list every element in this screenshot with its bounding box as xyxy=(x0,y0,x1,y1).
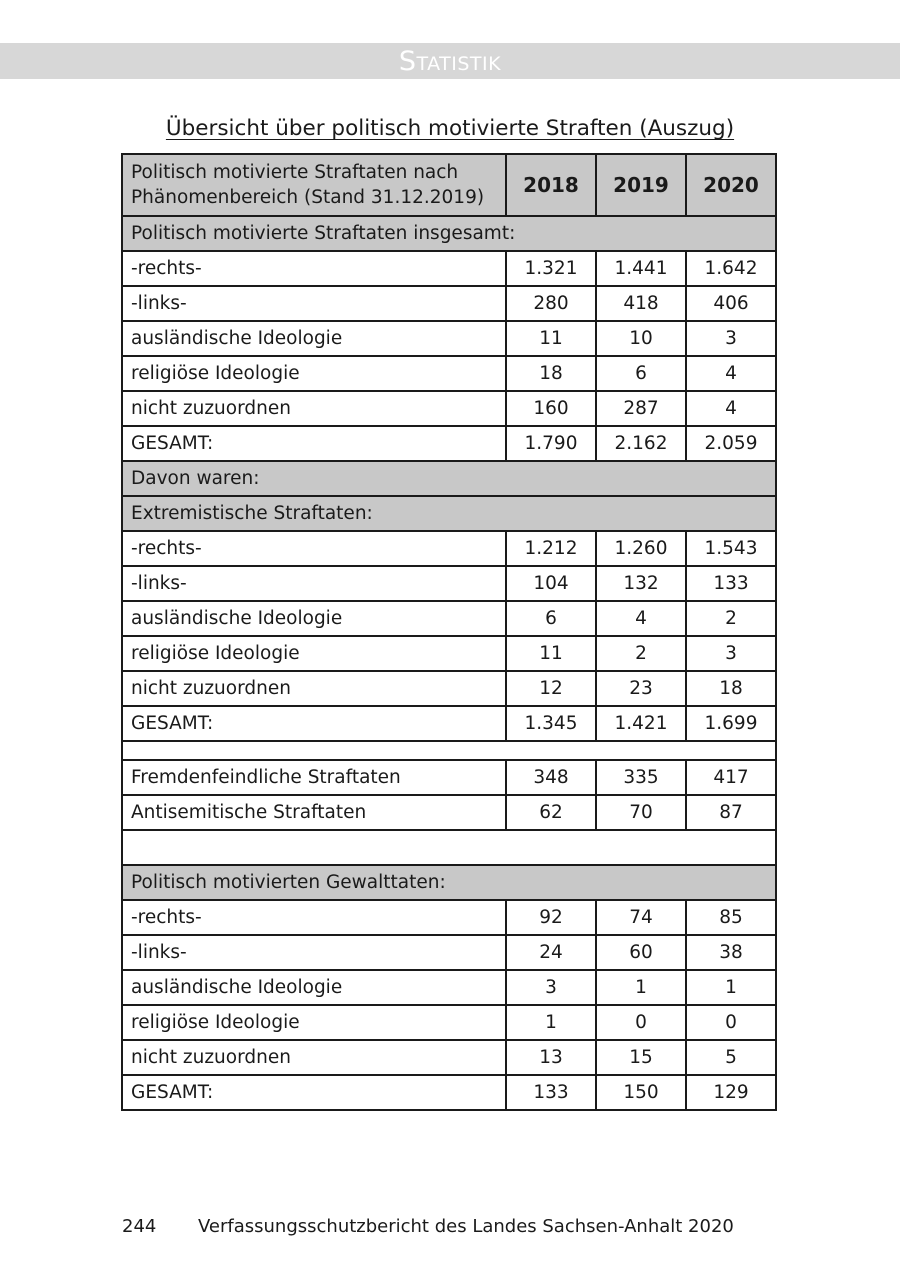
cell-value: 2 xyxy=(686,601,776,636)
page-footer xyxy=(122,1216,734,1237)
cell-value: 287 xyxy=(596,391,686,426)
cell-value: 24 xyxy=(506,935,596,970)
table-row-total xyxy=(122,706,776,741)
table-row xyxy=(122,566,776,601)
cell-value: 417 xyxy=(686,760,776,795)
section-title: Politisch motivierte Straftaten insgesamt: xyxy=(122,216,776,251)
cell-value: 3 xyxy=(686,321,776,356)
spacer-cell xyxy=(122,741,776,760)
section-title: Davon waren: xyxy=(122,461,776,496)
spacer-row xyxy=(122,830,776,865)
row-label: -rechts- xyxy=(122,900,506,935)
cell-value: 6 xyxy=(596,356,686,391)
cell-value: 3 xyxy=(686,636,776,671)
row-label: ausländische Ideologie xyxy=(122,601,506,636)
cell-value: 18 xyxy=(506,356,596,391)
cell-value: 1.642 xyxy=(686,251,776,286)
table-row xyxy=(122,795,776,830)
row-label: -links- xyxy=(122,566,506,601)
corner-label: Politisch motivierte Straftaten nach Phänomenbereich (Stand 31.12.2019) xyxy=(122,154,506,216)
row-label: -rechts- xyxy=(122,531,506,566)
cell-value: 11 xyxy=(506,636,596,671)
table-row xyxy=(122,251,776,286)
cell-value: 406 xyxy=(686,286,776,321)
cell-value: 1.543 xyxy=(686,531,776,566)
table-row xyxy=(122,1040,776,1075)
cell-value: 1.321 xyxy=(506,251,596,286)
cell-value: 418 xyxy=(596,286,686,321)
table-title: Übersicht über politisch motivierte Straften (Auszug) xyxy=(165,116,735,141)
table-row xyxy=(122,636,776,671)
year-header: 2019 xyxy=(596,154,686,216)
cell-value: 2 xyxy=(596,636,686,671)
table-row xyxy=(122,531,776,566)
row-label: nicht zuzuordnen xyxy=(122,671,506,706)
row-label: religiöse Ideologie xyxy=(122,356,506,391)
table-row xyxy=(122,760,776,795)
row-label: -links- xyxy=(122,935,506,970)
cell-value: 1.790 xyxy=(506,426,596,461)
cell-value: 85 xyxy=(686,900,776,935)
cell-value: 1.345 xyxy=(506,706,596,741)
page-number: 244 xyxy=(122,1216,157,1237)
cell-value: 1.441 xyxy=(596,251,686,286)
cell-value: 2.162 xyxy=(596,426,686,461)
cell-value: 132 xyxy=(596,566,686,601)
table-row xyxy=(122,671,776,706)
cell-value: 5 xyxy=(686,1040,776,1075)
cell-value: 335 xyxy=(596,760,686,795)
cell-value: 62 xyxy=(506,795,596,830)
cell-value: 0 xyxy=(596,1005,686,1040)
cell-value: 4 xyxy=(686,356,776,391)
publication-title: Verfassungsschutzbericht des Landes Sachsen-Anhalt 2020 xyxy=(198,1216,734,1237)
cell-value: 74 xyxy=(596,900,686,935)
table-row xyxy=(122,286,776,321)
cell-value: 150 xyxy=(596,1075,686,1110)
row-label: GESAMT: xyxy=(122,1075,506,1110)
cell-value: 4 xyxy=(596,601,686,636)
cell-value: 18 xyxy=(686,671,776,706)
section-header-bar xyxy=(0,43,900,79)
section-header-row xyxy=(122,865,776,900)
row-label: religiöse Ideologie xyxy=(122,1005,506,1040)
cell-value: 3 xyxy=(506,970,596,1005)
cell-value: 133 xyxy=(686,566,776,601)
cell-value: 160 xyxy=(506,391,596,426)
table-row-total xyxy=(122,1075,776,1110)
row-label: ausländische Ideologie xyxy=(122,970,506,1005)
year-header: 2020 xyxy=(686,154,776,216)
row-label: nicht zuzuordnen xyxy=(122,391,506,426)
cell-value: 60 xyxy=(596,935,686,970)
cell-value: 348 xyxy=(506,760,596,795)
cell-value: 23 xyxy=(596,671,686,706)
cell-value: 1.212 xyxy=(506,531,596,566)
cell-value: 1 xyxy=(596,970,686,1005)
cell-value: 15 xyxy=(596,1040,686,1075)
table-row xyxy=(122,356,776,391)
table-row-total xyxy=(122,426,776,461)
cell-value: 4 xyxy=(686,391,776,426)
cell-value: 104 xyxy=(506,566,596,601)
cell-value: 38 xyxy=(686,935,776,970)
cell-value: 13 xyxy=(506,1040,596,1075)
section-title: Politisch motivierten Gewalttaten: xyxy=(122,865,776,900)
row-label: religiöse Ideologie xyxy=(122,636,506,671)
cell-value: 11 xyxy=(506,321,596,356)
spacer-cell xyxy=(122,830,776,865)
cell-value: 129 xyxy=(686,1075,776,1110)
section-header-row xyxy=(122,496,776,531)
row-label: -links- xyxy=(122,286,506,321)
cell-value: 1.421 xyxy=(596,706,686,741)
statistics-table xyxy=(121,153,777,1111)
table-row xyxy=(122,970,776,1005)
row-label: nicht zuzuordnen xyxy=(122,1040,506,1075)
row-label: Antisemitische Straftaten xyxy=(122,795,506,830)
cell-value: 10 xyxy=(596,321,686,356)
row-label: GESAMT: xyxy=(122,426,506,461)
cell-value: 0 xyxy=(686,1005,776,1040)
section-header-row xyxy=(122,216,776,251)
section-title: Extremistische Straftaten: xyxy=(122,496,776,531)
table-row xyxy=(122,935,776,970)
year-header: 2018 xyxy=(506,154,596,216)
spacer-row xyxy=(122,741,776,760)
cell-value: 1 xyxy=(686,970,776,1005)
row-label: Fremdenfeindliche Straftaten xyxy=(122,760,506,795)
table-header-row xyxy=(122,154,776,216)
cell-value: 92 xyxy=(506,900,596,935)
row-label: ausländische Ideologie xyxy=(122,321,506,356)
table-title-container xyxy=(0,116,900,141)
cell-value: 2.059 xyxy=(686,426,776,461)
cell-value: 133 xyxy=(506,1075,596,1110)
row-label: -rechts- xyxy=(122,251,506,286)
table-row xyxy=(122,391,776,426)
cell-value: 70 xyxy=(596,795,686,830)
table-row xyxy=(122,601,776,636)
cell-value: 1 xyxy=(506,1005,596,1040)
table-row xyxy=(122,900,776,935)
cell-value: 280 xyxy=(506,286,596,321)
cell-value: 6 xyxy=(506,601,596,636)
cell-value: 87 xyxy=(686,795,776,830)
cell-value: 1.260 xyxy=(596,531,686,566)
table-row xyxy=(122,321,776,356)
section-header-title: Statistik xyxy=(398,46,502,77)
row-label: GESAMT: xyxy=(122,706,506,741)
section-header-row xyxy=(122,461,776,496)
cell-value: 1.699 xyxy=(686,706,776,741)
cell-value: 12 xyxy=(506,671,596,706)
table-row xyxy=(122,1005,776,1040)
